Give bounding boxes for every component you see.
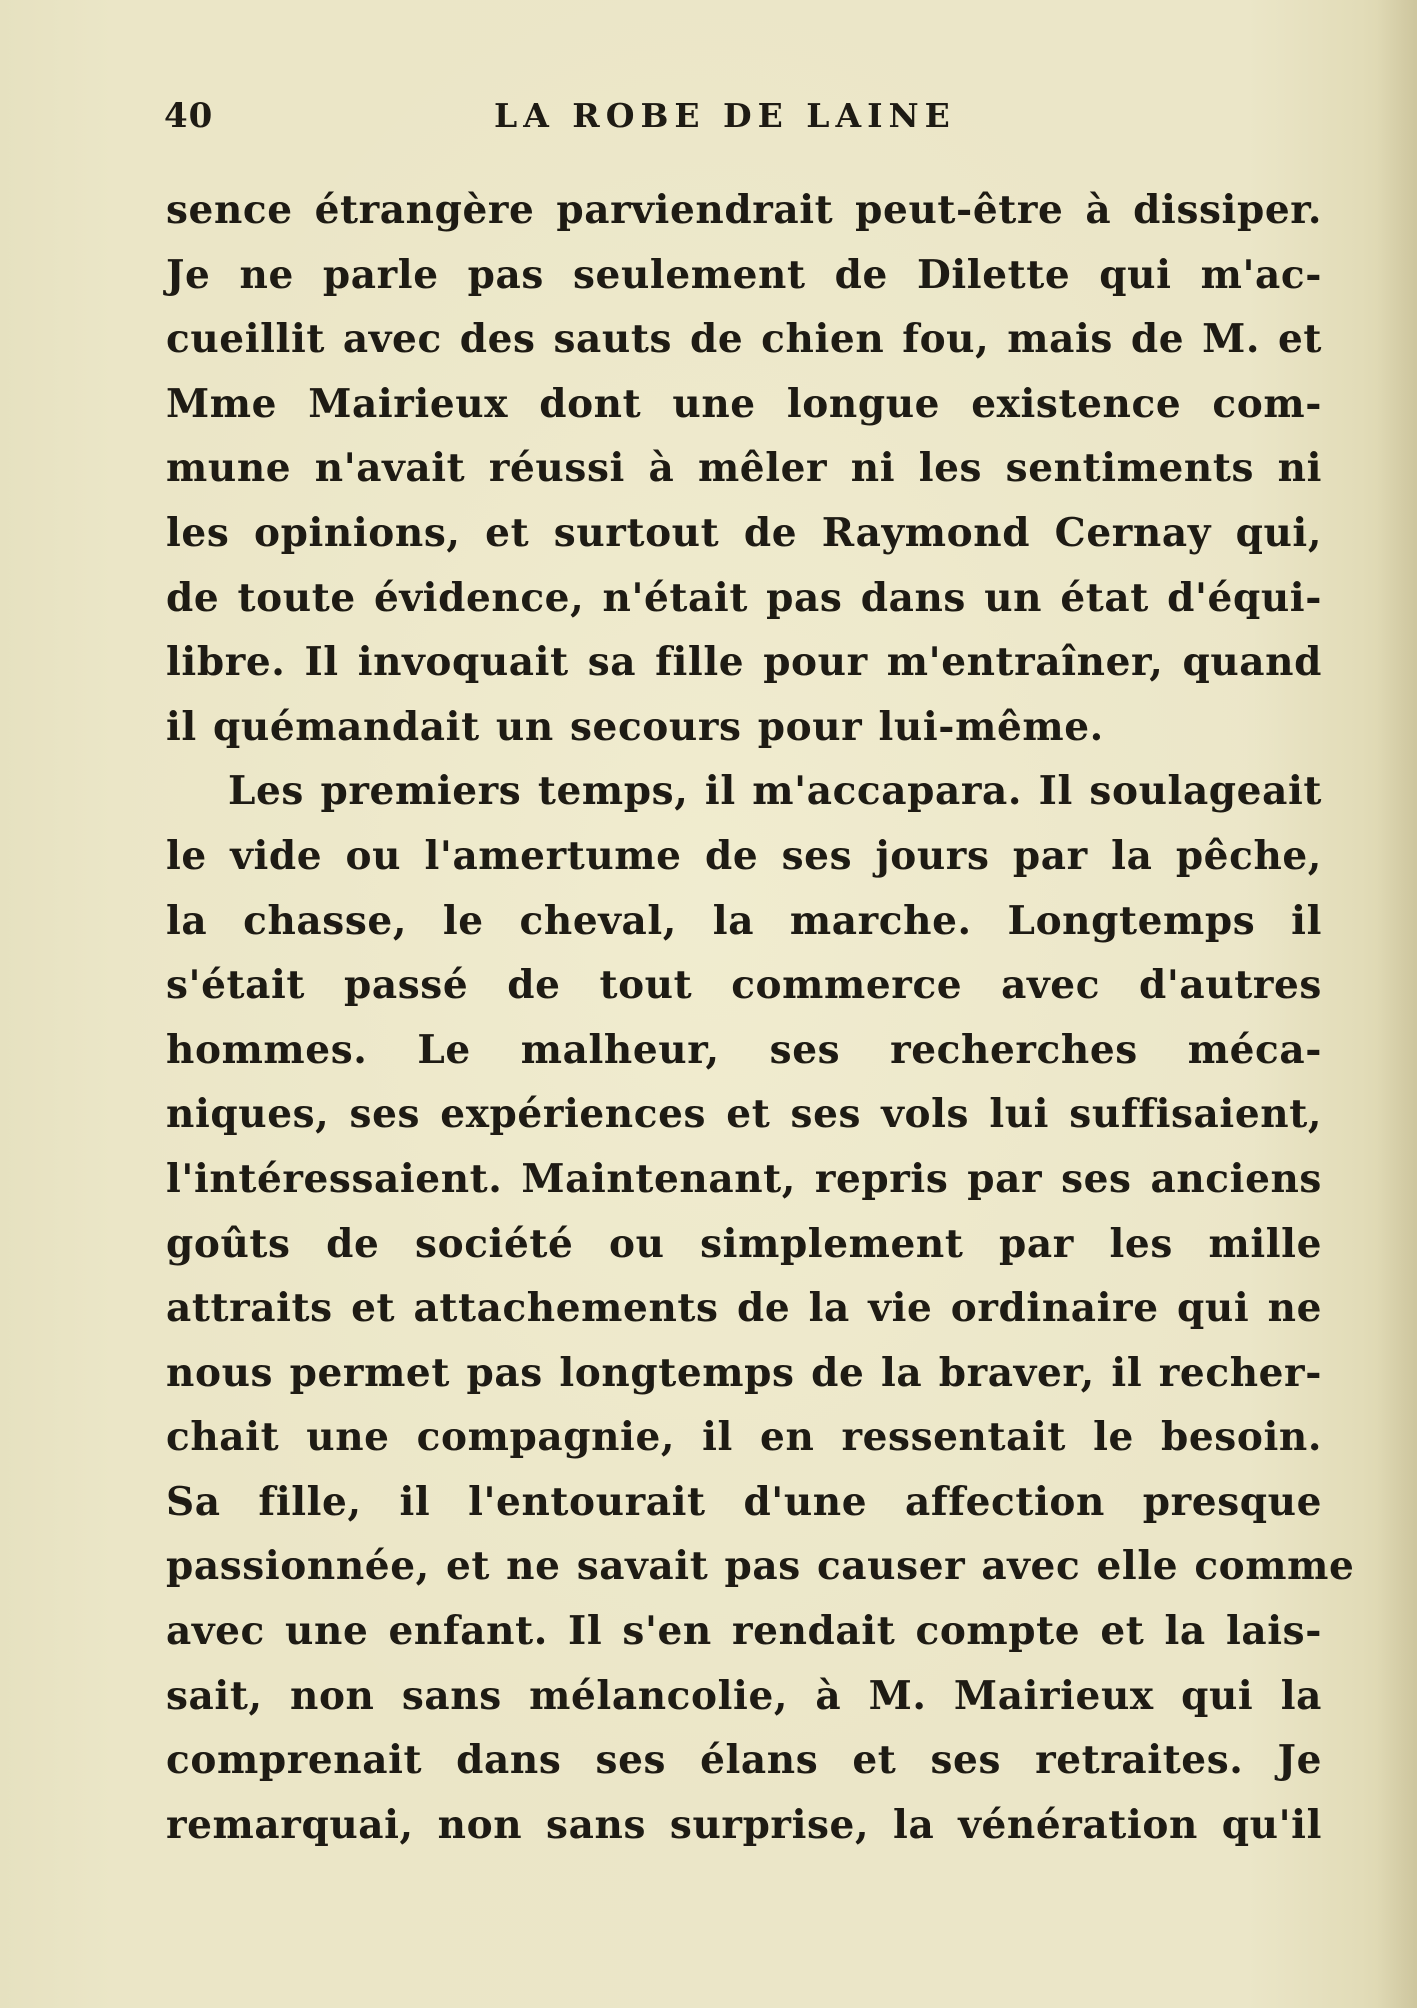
text-line: goûts de société ou simplement par les mille bbox=[166, 1220, 1322, 1267]
text-line: de toute évidence, n'était pas dans un état d'équi- bbox=[166, 574, 1322, 621]
paragraph-end-line: il quémandait un secours pour lui-même. bbox=[166, 703, 1104, 750]
text-line: le vide ou l'amertume de ses jours par la pêche, bbox=[166, 832, 1322, 879]
text-line: Mme Mairieux dont une longue existence com- bbox=[166, 380, 1322, 427]
text-line: Sa fille, il l'entourait d'une affection presque bbox=[166, 1478, 1322, 1525]
running-head bbox=[164, 96, 1324, 146]
text-line: mune n'avait réussi à mêler ni les sentiments ni bbox=[166, 445, 1322, 492]
paragraph-start-line: Les premiers temps, il m'accapara. Il soulageait bbox=[228, 768, 1322, 815]
page-number: 40 bbox=[164, 96, 214, 136]
text-line: remarquai, non sans surprise, la vénération qu'il bbox=[166, 1801, 1322, 1848]
book-title: LA ROBE DE LAINE bbox=[494, 96, 956, 135]
text-line: s'était passé de tout commerce avec d'autres bbox=[166, 962, 1322, 1009]
page-edge-shadow bbox=[1377, 0, 1417, 2008]
text-line: niques, ses expériences et ses vols lui suffisaient, bbox=[166, 1091, 1322, 1138]
text-line: passionnée, et ne savait pas causer avec elle comme bbox=[166, 1543, 1355, 1590]
text-line: sait, non sans mélancolie, à M. Mairieux qui la bbox=[166, 1672, 1322, 1719]
text-line: sence étrangère parviendrait peut-être à dissiper. bbox=[166, 187, 1322, 233]
text-line: attraits et attachements de la vie ordinaire qui ne bbox=[166, 1285, 1322, 1332]
text-line: les opinions, et surtout de Raymond Cernay qui, bbox=[166, 509, 1322, 556]
text-line: hommes. Le malheur, ses recherches méca- bbox=[166, 1026, 1322, 1073]
text-line: nous permet pas longtemps de la braver, il recher- bbox=[166, 1349, 1322, 1396]
text-line: chait une compagnie, il en ressentait le besoin. bbox=[166, 1414, 1322, 1461]
text-line: cueillit avec des sauts de chien fou, mais de M. et bbox=[166, 316, 1322, 363]
body-text bbox=[166, 178, 1355, 1857]
text-line: libre. Il invoquait sa fille pour m'entraîner, quand bbox=[166, 639, 1322, 686]
text-line: comprenait dans ses élans et ses retraites. Je bbox=[166, 1737, 1322, 1784]
text-line: avec une enfant. Il s'en rendait compte et la lais- bbox=[166, 1608, 1322, 1655]
text-line: la chasse, le cheval, la marche. Longtemps il bbox=[166, 897, 1322, 944]
text-line: Je ne parle pas seulement de Dilette qui m'ac- bbox=[166, 251, 1322, 298]
text-line: l'intéressaient. Maintenant, repris par ses anciens bbox=[166, 1155, 1322, 1202]
